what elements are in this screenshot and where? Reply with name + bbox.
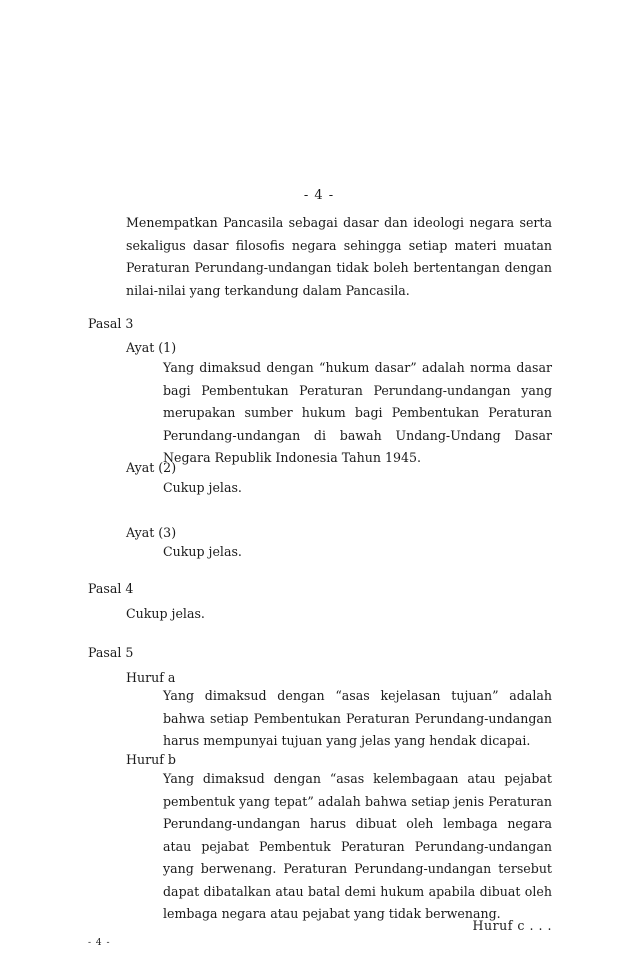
pasal-4-text: Cukup jelas. [126, 606, 205, 621]
ayat-2-text: Cukup jelas. [163, 480, 242, 495]
huruf-a-heading: Huruf a [126, 670, 176, 685]
pasal-4-heading: Pasal 4 [88, 581, 134, 596]
huruf-b-text: Yang dimaksud dengan “asas kelembagaan atau pejabat pembentuk yang tepat” adalah bahwa setiap jenis Peraturan Perundang-undangan harus dibuat oleh lembaga negara atau pejabat Pembentuk Peraturan Perundang-undangan yang berwenang. Peraturan Perundang-undangan tersebut dapat dibatalkan atau batal demi hukum apabila dibuat oleh lembaga negara atau pejabat yang tidak berwenang. [163, 771, 552, 921]
pasal-5-heading: Pasal 5 [88, 645, 134, 660]
huruf-a-text: Yang dimaksud dengan “asas kejelasan tujuan” adalah bahwa setiap Pembentukan Peraturan Perundang-undangan harus mempunyai tujuan yang jelas yang hendak dicapai. [163, 688, 552, 748]
ayat-1-heading: Ayat (1) [126, 340, 177, 355]
ayat-1-text: Yang dimaksud dengan “hukum dasar” adalah norma dasar bagi Pembentukan Peraturan Perundang-undangan yang merupakan sumber hukum bagi Pembentukan Peraturan Perundang-undangan di bawah Undang-Undang Dasar Negara Republik Indonesia Tahun 1945. [163, 360, 552, 465]
intro-paragraph: Menempatkan Pancasila sebagai dasar dan ideologi negara serta sekaligus dasar filosofis negara sehingga setiap materi muatan Peraturan Perundang-undangan tidak boleh bertentangan dengan nilai-nilai yang terkandung dalam Pancasila. [126, 215, 552, 298]
ayat-3-heading: Ayat (3) [126, 525, 177, 540]
next-page-reference: Huruf c . . . [472, 918, 552, 933]
footer-page-number: - 4 - [88, 938, 111, 948]
ayat-2-heading: Ayat (2) [126, 460, 177, 475]
pasal-3-heading: Pasal 3 [88, 316, 134, 331]
page-number: - 4 - [303, 188, 335, 203]
ayat-3-text: Cukup jelas. [163, 544, 242, 559]
huruf-b-heading: Huruf b [126, 752, 176, 767]
